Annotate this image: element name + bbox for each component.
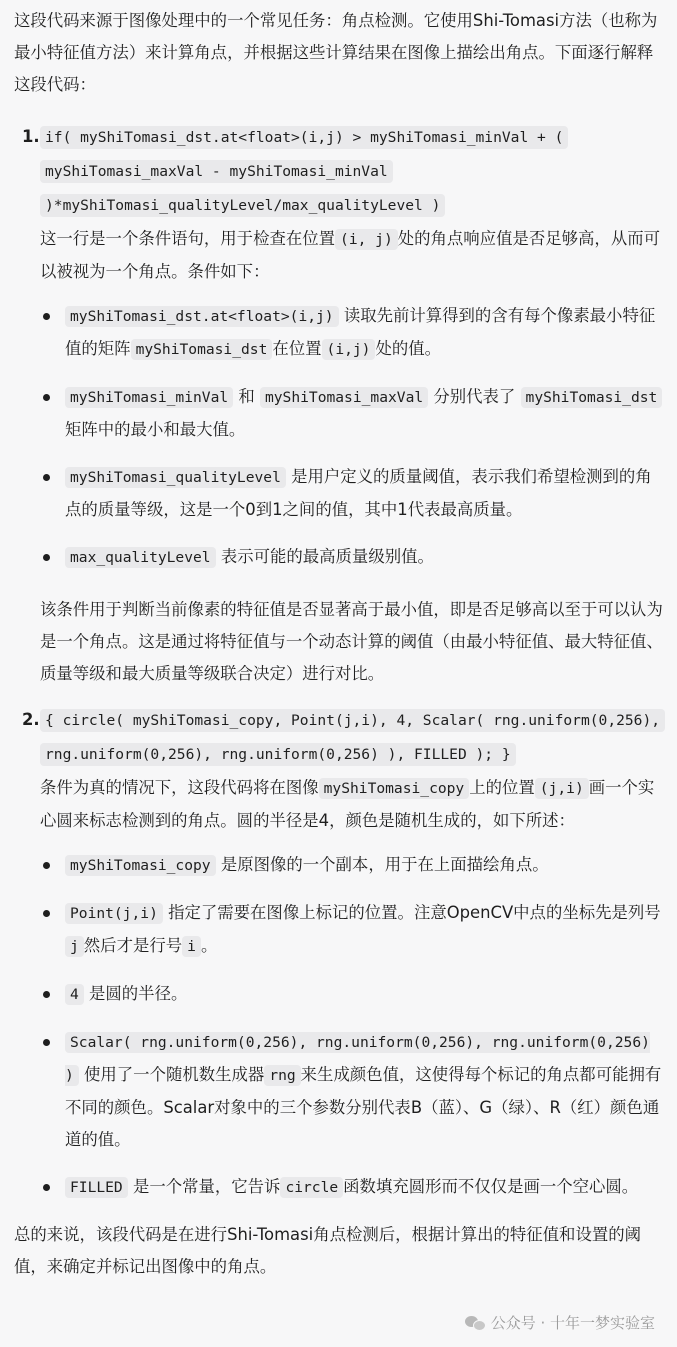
inline-code: Scalar( rng.uniform(0,256), rng.uniform(0,256), rng.uniform(0,256) ) xyxy=(65,1034,650,1084)
bullet-icon xyxy=(43,313,50,320)
bullet-item: FILLED 是一个常量，它告诉 circle 函数填充圆形而不仅仅是画一个空心圆。 xyxy=(40,1171,666,1204)
document-body xyxy=(14,5,666,1283)
item-number: 2. xyxy=(22,710,40,729)
inline-code: i xyxy=(182,936,201,957)
inline-code: circle xyxy=(280,1177,343,1198)
bullet-icon xyxy=(43,474,50,481)
bullet-item: myShiTomasi_minVal 和 myShiTomasi_maxVal 分别代表了 myShiTomasi_dst 矩阵中的最小和最大值。 xyxy=(40,381,666,446)
wechat-icon xyxy=(465,1315,485,1331)
bullet-icon xyxy=(43,554,50,561)
bullet-item: myShiTomasi_qualityLevel 是用户定义的质量阈值，表示我们希望检测到的角点的质量等级，这是一个0到1之间的值，其中1代表最高质量。 xyxy=(40,461,666,526)
inline-code: myShiTomasi_copy xyxy=(319,778,470,799)
condition-list xyxy=(40,300,666,574)
inline-code: (j,i) xyxy=(535,778,589,799)
summary-paragraph: 总的来说，该段代码是在进行Shi-Tomasi角点检测后，根据计算出的特征值和设置的阈值，来确定并标记出图像中的角点。 xyxy=(14,1225,642,1276)
list-item xyxy=(14,121,666,690)
list-item xyxy=(14,704,666,1204)
inline-code: j xyxy=(65,936,84,957)
inline-code: myShiTomasi_qualityLevel xyxy=(65,467,286,488)
code-snippet: if( myShiTomasi_dst.at<float>(i,j) > myShiTomasi_minVal + ( myShiTomasi_maxVal - myShiTomasi_minVal )*myShiTomasi_qualityLevel/max_qualityLevel ) xyxy=(40,126,568,217)
inline-code: (i, j) xyxy=(335,229,398,250)
inline-code: Point(j,i) xyxy=(65,903,163,924)
bullet-item: 4 是圆的半径。 xyxy=(40,978,666,1011)
bullet-icon xyxy=(43,910,50,917)
watermark-text: 公众号 · 十年一梦实验室 xyxy=(490,1314,655,1332)
bullet-item: Point(j,i) 指定了需要在图像上标记的位置。注意OpenCV中点的坐标先是列号j 然后才是行号 i 。 xyxy=(40,897,666,963)
inline-code: 4 xyxy=(65,984,84,1005)
inline-code: max_qualityLevel xyxy=(65,547,216,568)
item-description: 这一行是一个条件语句，用于检查在位置 (i, j) 处的角点响应值是否足够高，从而可以被视为一个角点。条件如下： xyxy=(40,229,660,281)
code-snippet: { circle( myShiTomasi_copy, Point(j,i), 4, Scalar( rng.uniform(0,256), rng.uniform(0,256), rng.uniform(0,256) ), FILLED ); } xyxy=(40,709,665,766)
bullet-item: Scalar( rng.uniform(0,256), rng.uniform(0,256), rng.uniform(0,256) ) 使用了一个随机数生成器 rng 来生成颜色值，这使得每个标记的角点都可能拥有不同的颜色。Scalar对象中的三个参数分别代表B（蓝）、G（绿）、R（红）颜色通道的值。 xyxy=(40,1026,666,1156)
inline-code: rng xyxy=(264,1065,300,1086)
item-description: 条件为真的情况下，这段代码将在图像 myShiTomasi_copy 上的位置 (j,i) 画一个实心圆来标志检测到的角点。圆的半径是4，颜色是随机生成的，如下所述： xyxy=(40,778,655,830)
code-line xyxy=(40,121,666,223)
bullet-item: myShiTomasi_copy 是原图像的一个副本，用于在上面描绘角点。 xyxy=(40,849,666,882)
inline-code: myShiTomasi_copy xyxy=(65,855,216,876)
bullet-icon xyxy=(43,991,50,998)
bullet-icon xyxy=(43,394,50,401)
watermark xyxy=(465,1313,655,1333)
condition-summary: 该条件用于判断当前像素的特征值是否显著高于最小值，即是否足够高以至于可以认为是一个角点。这是通过将特征值与一个动态计算的阈值（由最小特征值、最大特征值、质量等级和最大质量等级联合决定）进行对比。 xyxy=(40,600,663,683)
inline-code: FILLED xyxy=(65,1177,128,1198)
inline-code: myShiTomasi_dst.at<float>(i,j) xyxy=(65,306,339,327)
parameter-list xyxy=(40,849,666,1204)
explanation-list xyxy=(14,121,666,1204)
inline-code: myShiTomasi_minVal xyxy=(65,387,233,408)
bullet-icon xyxy=(43,1039,50,1046)
code-line xyxy=(40,704,666,772)
intro-paragraph: 这段代码来源于图像处理中的一个常见任务：角点检测。它使用Shi-Tomasi方法（也称为最小特征值方法）来计算角点，并根据这些计算结果在图像上描绘出角点。下面逐行解释这段代码： xyxy=(14,11,658,94)
inline-code: myShiTomasi_dst xyxy=(131,339,273,360)
bullet-item: myShiTomasi_dst.at<float>(i,j) 读取先前计算得到的含有每个像素最小特征值的矩阵 myShiTomasi_dst 在位置 (i,j) 处的值。 xyxy=(40,300,666,366)
item-number: 1. xyxy=(22,127,40,146)
inline-code: (i,j) xyxy=(322,339,376,360)
bullet-icon xyxy=(43,1184,50,1191)
bullet-item: max_qualityLevel 表示可能的最高质量级别值。 xyxy=(40,541,666,574)
inline-code: myShiTomasi_dst xyxy=(521,387,663,408)
bullet-icon xyxy=(43,862,50,869)
inline-code: myShiTomasi_maxVal xyxy=(260,387,428,408)
